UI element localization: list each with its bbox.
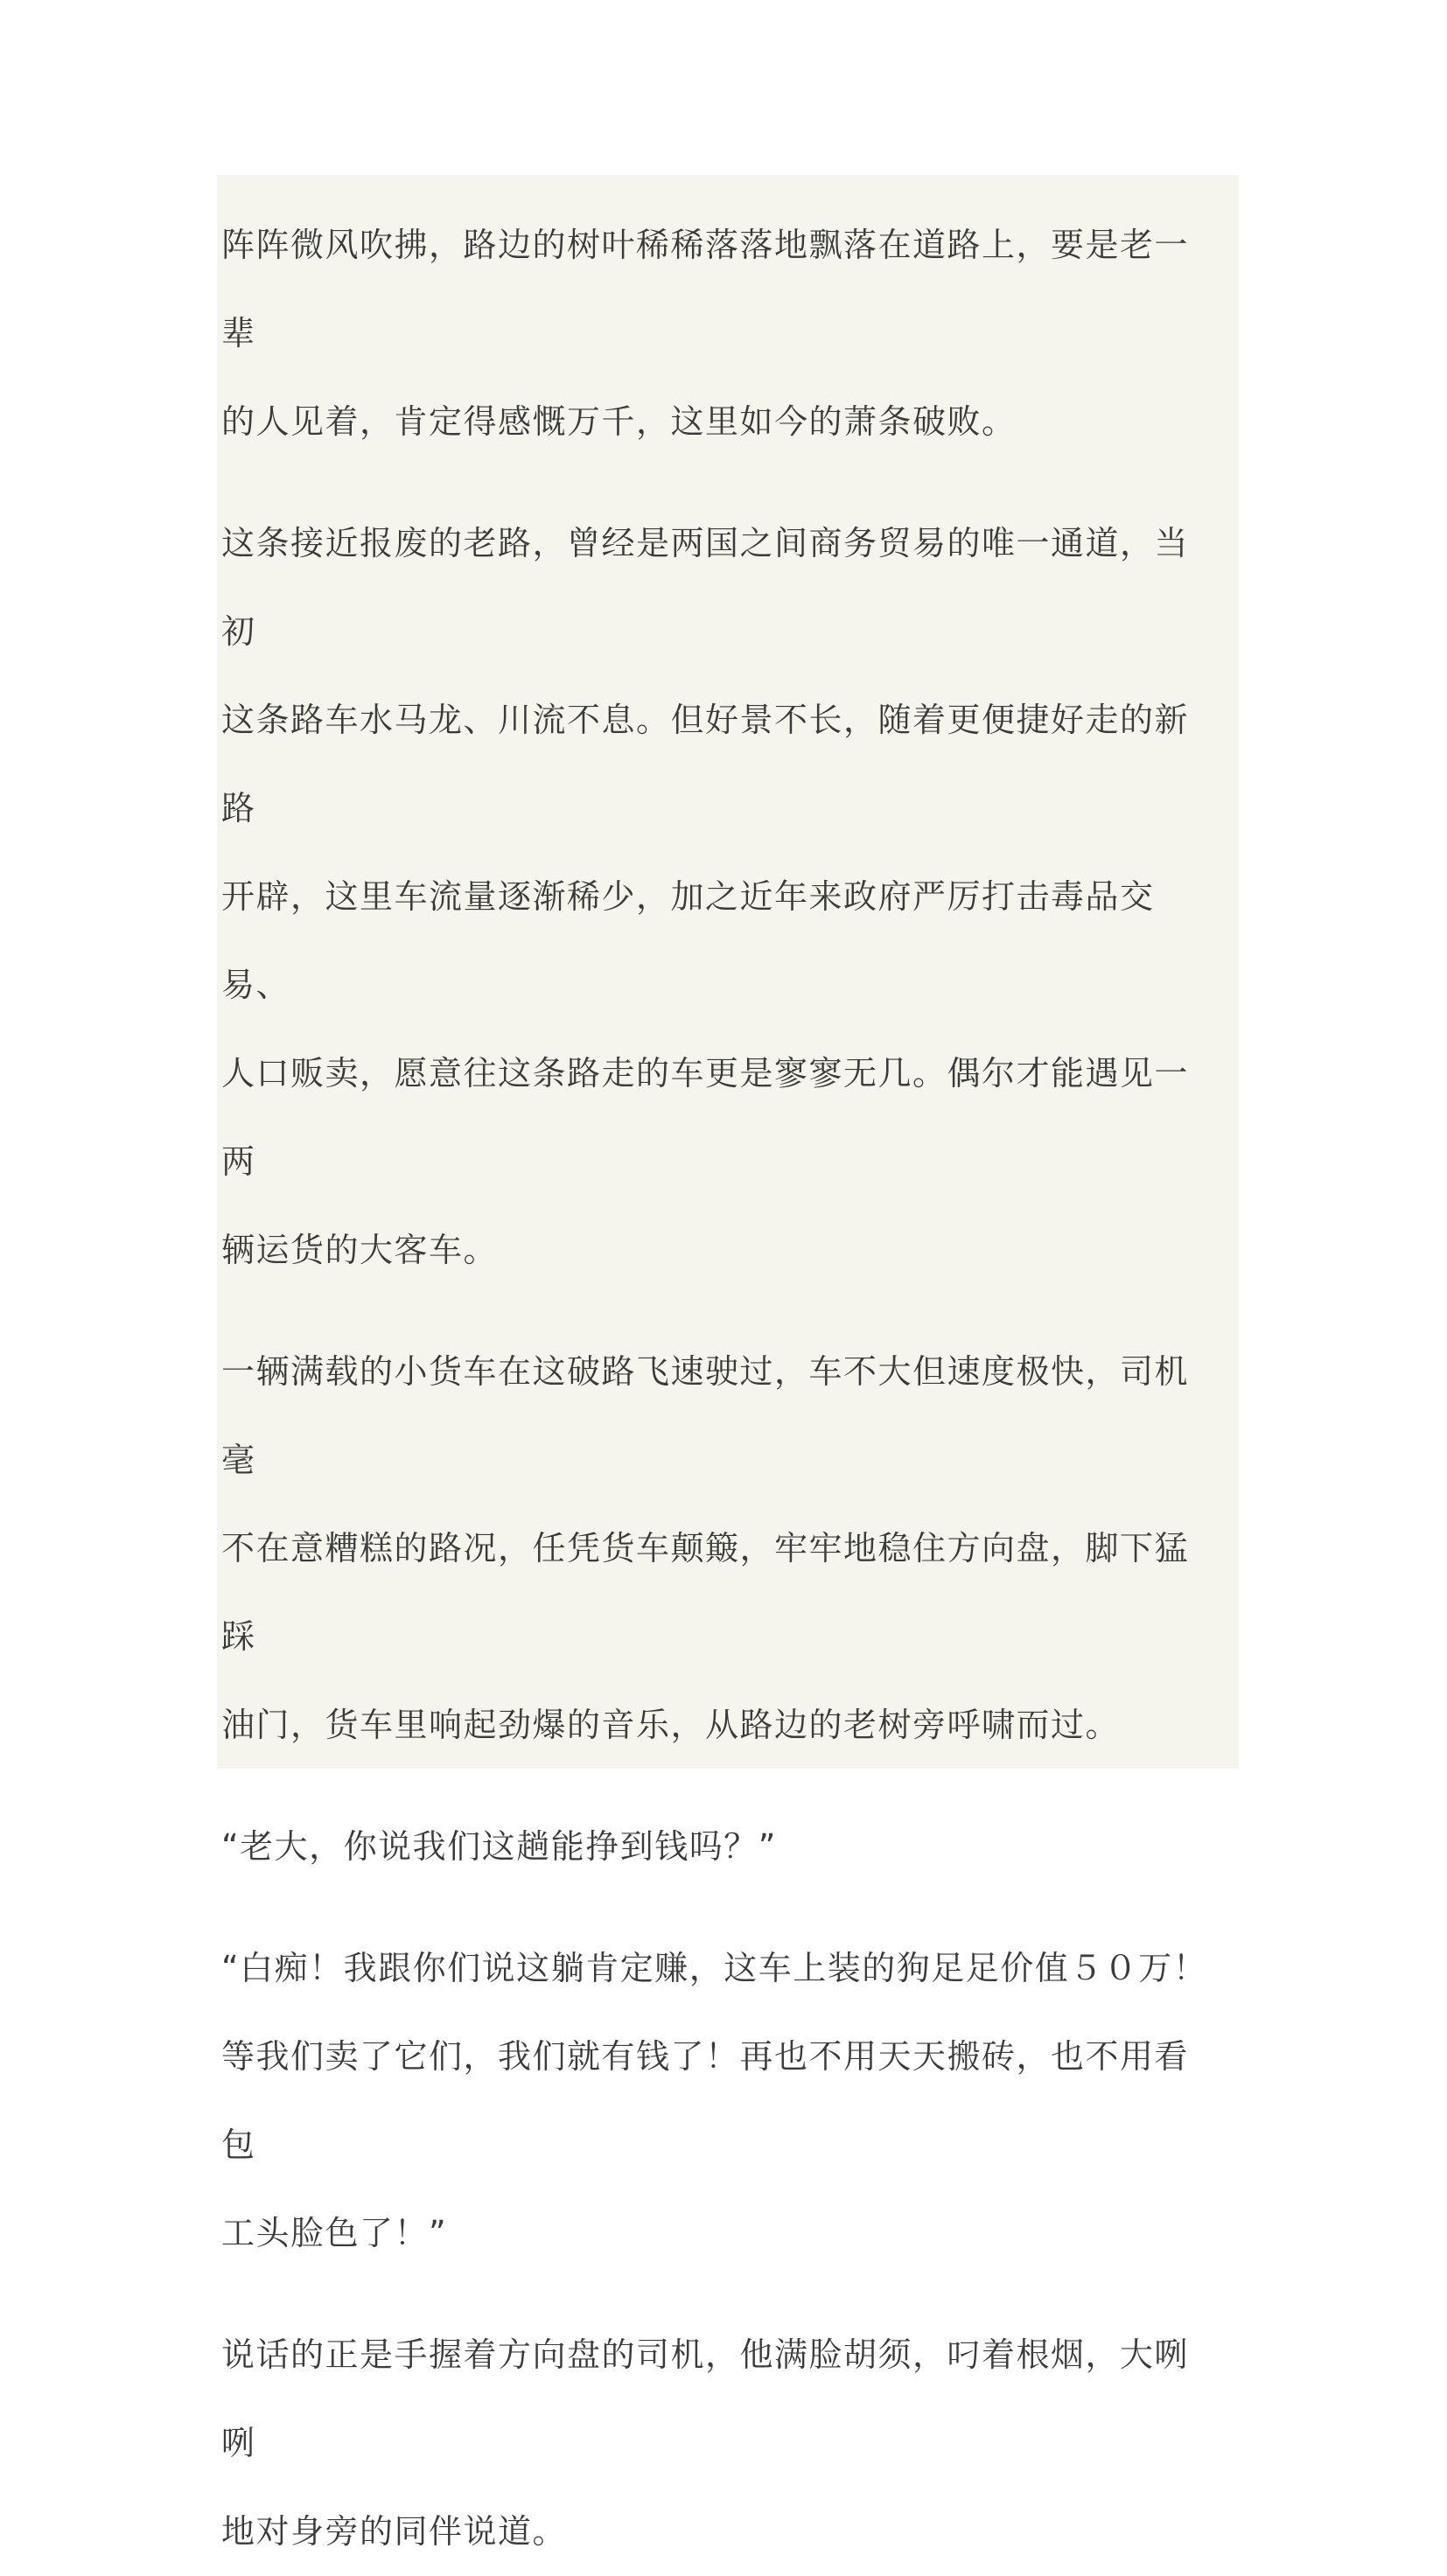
- paragraph-3: 一辆满载的小货车在这破路飞速驶过，车不大但速度极快，司机毫 不在意糟糕的路况，任凭货车颠簸，牢牢地稳住方向盘，脚下猛踩 油门，货车里响起劲爆的音乐，从路边的老树旁呼啸而过。: [221, 1352, 1190, 1744]
- paragraph-1: 阵阵微风吹拂，路边的树叶稀稀落落地飘落在道路上，要是老一辈 的人见着，肯定得感慨万千，这里如今的萧条破败。: [221, 226, 1190, 441]
- paragraph-4: “老大，你说我们这趟能挣到钱吗？”: [221, 1827, 777, 1866]
- paragraph-2: 这条接近报废的老路，曾经是两国之间商务贸易的唯一通道，当初 这条路车水马龙、川流不息。但好景不长，随着更便捷好走的新路 开辟，这里车流量逐渐稀少，加之近年来政府严厉打击毒品交易、 人口贩卖，愿意往这条路走的车更是寥寥无几。偶尔才能遇见一两 辆运货的大客车。: [221, 524, 1190, 1269]
- text-panel: [217, 175, 1239, 2551]
- paragraph-5: “白痴！我跟你们说这躺肯定赚，这车上装的狗足足价值５０万！ 等我们卖了它们，我们就有钱了！再也不用天天搬砖，也不用看包 工头脸色了！”: [221, 1949, 1208, 2252]
- paragraph-6: 说话的正是手握着方向盘的司机，他满脸胡须，叼着根烟，大咧咧 地对身旁的同伴说道。: [221, 2335, 1190, 2551]
